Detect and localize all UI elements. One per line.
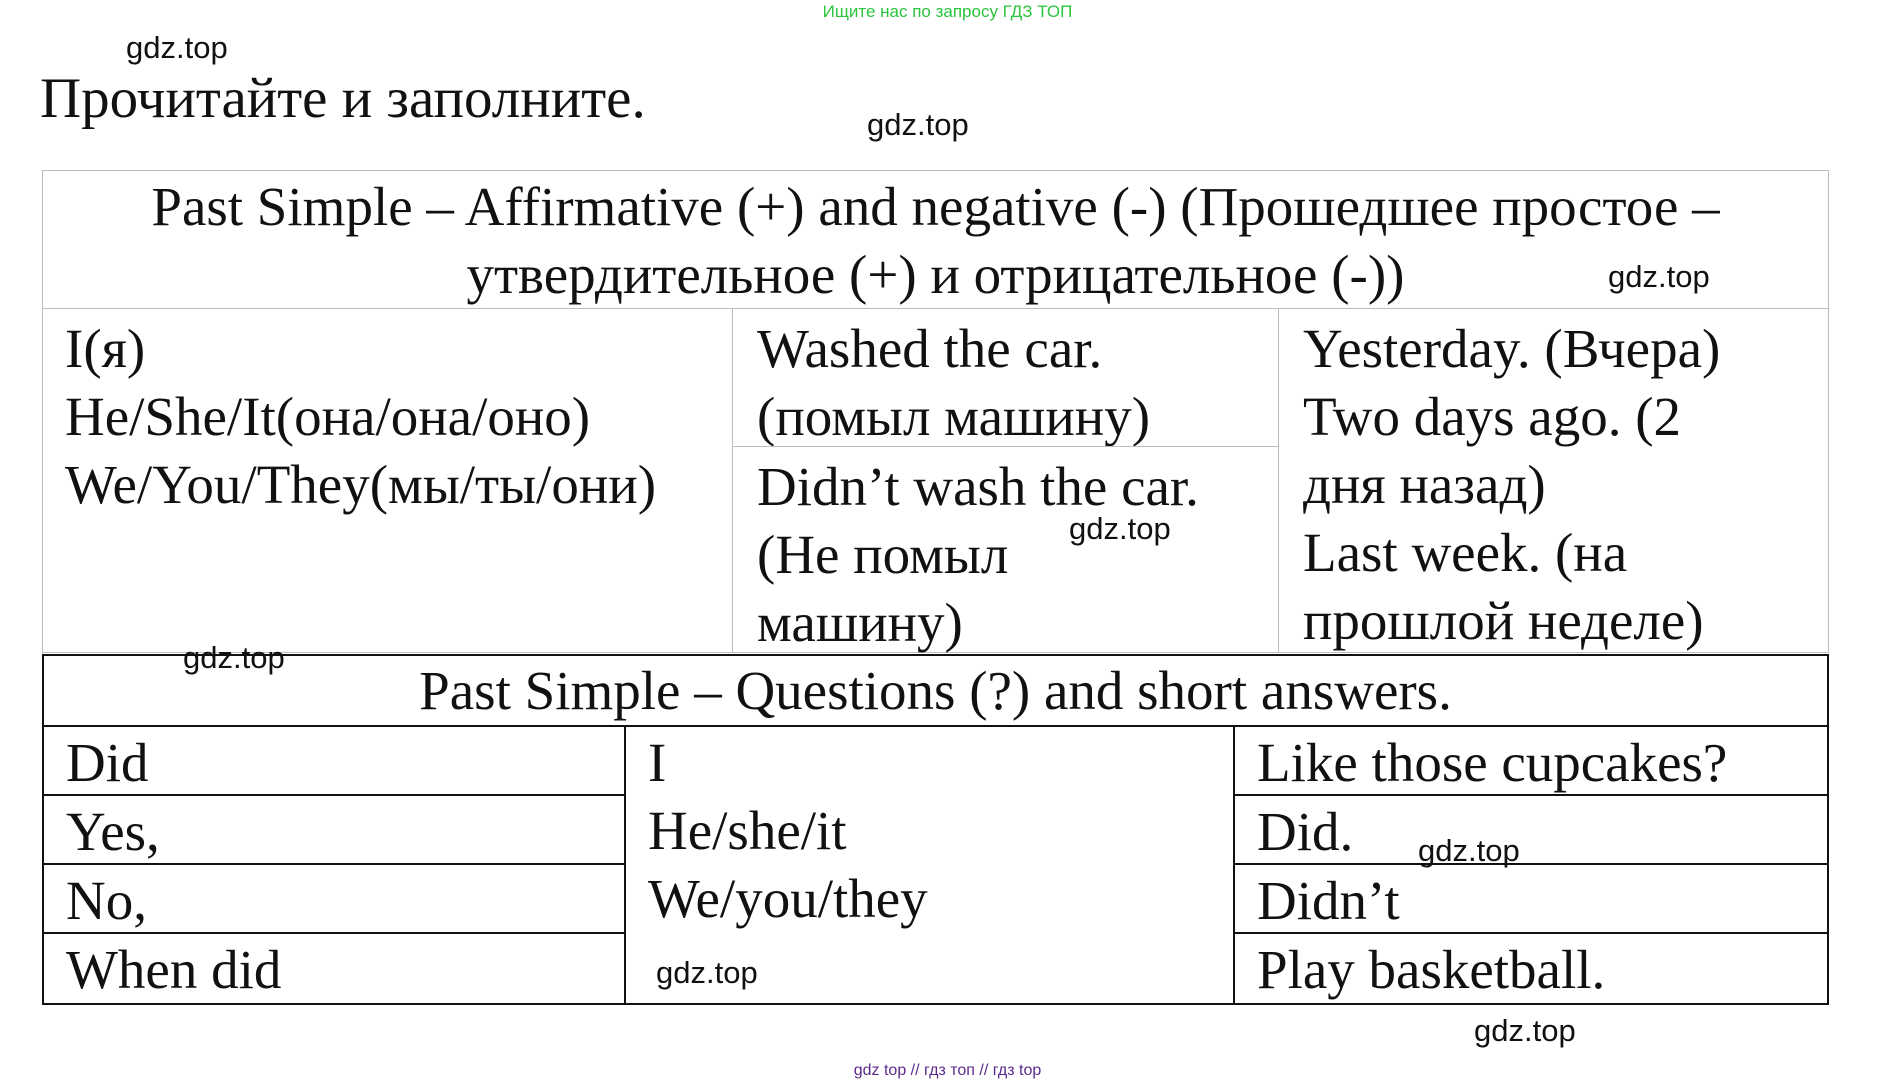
table2-right-cell: Did. (1233, 794, 1829, 865)
watermark: gdz.top (183, 640, 285, 675)
negative-line: (Не помыл (757, 524, 1009, 585)
table2-left-cell: No, (42, 863, 626, 934)
footer-link[interactable]: гдз топ (924, 1062, 975, 1079)
subject-item: We/You/They(мы/ты/они) (65, 454, 657, 515)
watermark: gdz.top (656, 955, 758, 990)
time-expression: Last week. (на (1303, 522, 1628, 583)
table1-affirmative-cell (732, 308, 1279, 447)
table1-time-cell (1278, 308, 1829, 653)
table2-left-cell: Yes, (42, 794, 626, 865)
subject-item: I(я) (65, 318, 146, 379)
table1-negative-cell (732, 446, 1279, 653)
watermark: gdz.top (1608, 259, 1710, 294)
time-expression: прошлой неделе) (1303, 590, 1704, 651)
watermark: gdz.top (1474, 1013, 1576, 1048)
table1-header (42, 170, 1829, 309)
top-banner[interactable]: Ищите нас по запросу ГДЗ ТОП (822, 2, 1073, 21)
time-expression: дня назад) (1303, 454, 1546, 515)
subject-item: He/She/It(она/она/оно) (65, 386, 591, 447)
footer-separator: // (979, 1062, 989, 1079)
watermark: gdz.top (126, 30, 228, 65)
table2-right-cell: Play basketball. (1233, 932, 1829, 1005)
subject-item: He/she/it (648, 800, 847, 861)
footer-links (0, 1062, 1895, 1080)
affirmative-line: (помыл машину) (757, 386, 1151, 447)
page-heading: Прочитайте и заполните. (40, 67, 646, 130)
footer-link[interactable]: гдз top (992, 1062, 1042, 1079)
watermark: gdz.top (1418, 833, 1520, 868)
table2-right-cell: Didn’t (1233, 863, 1829, 934)
watermark: gdz.top (867, 107, 969, 142)
table2-right-cell: Like those cupcakes? (1233, 725, 1829, 796)
table2-left-cell: Did (42, 725, 626, 796)
table1-subjects-cell (42, 308, 733, 653)
negative-line: машину) (757, 592, 963, 653)
time-expression: Two days ago. (2 (1303, 386, 1682, 447)
subject-item: We/you/they (648, 868, 928, 929)
table2-header: Past Simple – Questions (?) and short answers. (42, 654, 1829, 727)
subject-item: I (648, 732, 667, 793)
footer-separator: // (910, 1062, 920, 1079)
table2-left-cell: When did (42, 932, 626, 1005)
footer-link[interactable]: gdz top (853, 1062, 907, 1079)
watermark: gdz.top (1069, 511, 1171, 546)
table1-header-line: Past Simple – Affirmative (+) and negative (-) (Прошедшее простое – (151, 176, 1720, 237)
table1-header-line: утвердительное (+) и отрицательное (-)) (466, 244, 1405, 305)
negative-line: Didn’t wash the car. (757, 456, 1199, 517)
affirmative-line: Washed the car. (757, 318, 1103, 379)
time-expression: Yesterday. (Вчера) (1303, 318, 1721, 379)
